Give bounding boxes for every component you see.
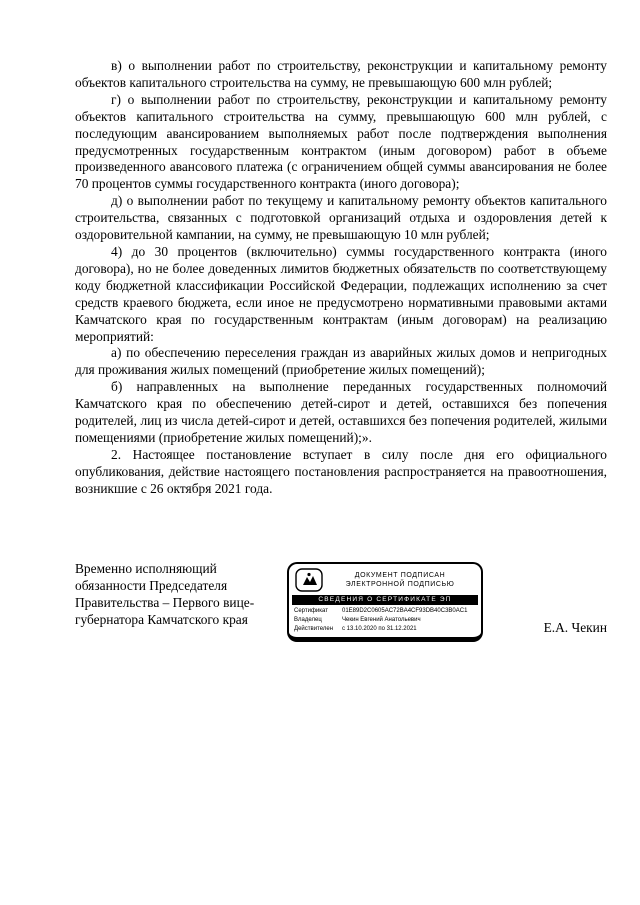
stamp-title-line1: ДОКУМЕНТ ПОДПИСАН [354,571,446,579]
stamp-value-owner: Чекин Евгений Анатольевич [342,616,421,623]
signature-name: Е.А. Чекин [543,619,607,635]
stamp-frame [287,562,483,642]
stamp-certificate-details [292,605,478,635]
emblem-icon [294,568,324,592]
stamp-label-owner: Владелец [294,616,322,623]
stamp-header [292,567,478,595]
stamp-certificate-bar: СВЕДЕНИЯ О СЕРТИФИКАТЕ ЭП [292,595,478,605]
paragraph: в) о выполнении работ по строительству, реконструкции и капитальному ремонту объектов капитального строительства на сумму, не превышающую 600 млн рублей; [75,58,607,90]
stamp-row-validity [294,625,476,634]
stamp-row-owner [294,616,476,625]
stamp-value-validity: с 13.10.2020 по 31.12.2021 [342,625,417,632]
stamp-row-certificate [294,607,476,616]
stamp-label-certificate: Сертификат [294,607,328,614]
signature-title: Временно исполняющий обязанности Председателя Правительства – Первого вице-губернатора Камчатского края [75,560,255,628]
paragraph: 2. Настоящее постановление вступает в силу после дня его официального опубликования, действие настоящего постановления распространяется на правоотношения, возникшие с 26 октября 2021 года. [75,446,607,496]
stamp-value-certificate: 01E89D2C0605AC72BA4CF93DB40C3B0AC1 [342,607,468,614]
stamp-label-validity: Действителен [294,625,334,632]
stamp-title-line2: ЭЛЕКТРОННОЙ ПОДПИСЬЮ [345,580,455,588]
stamp-title [324,571,476,589]
digital-signature-stamp [287,562,483,642]
paragraph: г) о выполнении работ по строительству, реконструкции и капитальному ремонту объектов капитального строительства на сумму, превышающую 600 млн рублей, с последующим авансированием выполняемых работ после подтверждения выполнения предусмотренных государственным контрактом (иным договором) работ в объеме произведенного авансового платежа (с ограничением общей суммы авансирования не более 70 процентов суммы государственного контракта (иного договора); [75,91,607,192]
paragraph: 4) до 30 процентов (включительно) суммы государственного контракта (иного договора), но не более доведенных лимитов бюджетных обязательств по соответствующему коду бюджетной классификации Российской Федерации, подлежащих исполнению за счет средств краевого бюджета, если иное не предусмотрено нормативными правовыми актами Камчатского края по государственным контрактам (иным договорам) на реализацию мероприятий: [75,243,607,344]
signature-block [75,560,607,642]
paragraph: а) по обеспечению переселения граждан из аварийных жилых домов и непригодных для проживания жилых помещений (приобретение жилых помещений); [75,345,607,378]
paragraph: д) о выполнении работ по текущему и капитальному ремонту объектов капитального строительства, связанных с подготовкой организаций отдыха и оздоровления детей к оздоровительной кампании, на сумму, не превышающую 10 млн рублей; [75,193,607,243]
paragraph: б) направленных на выполнение переданных государственных полномочий Камчатского края по обеспечению детей-сирот и детей, оставшихся без попечения родителей, лиц из числа детей-сирот и детей, оставшихся без попечения родителей, жилыми помещениями (приобретение жилых помещений);». [75,379,607,445]
